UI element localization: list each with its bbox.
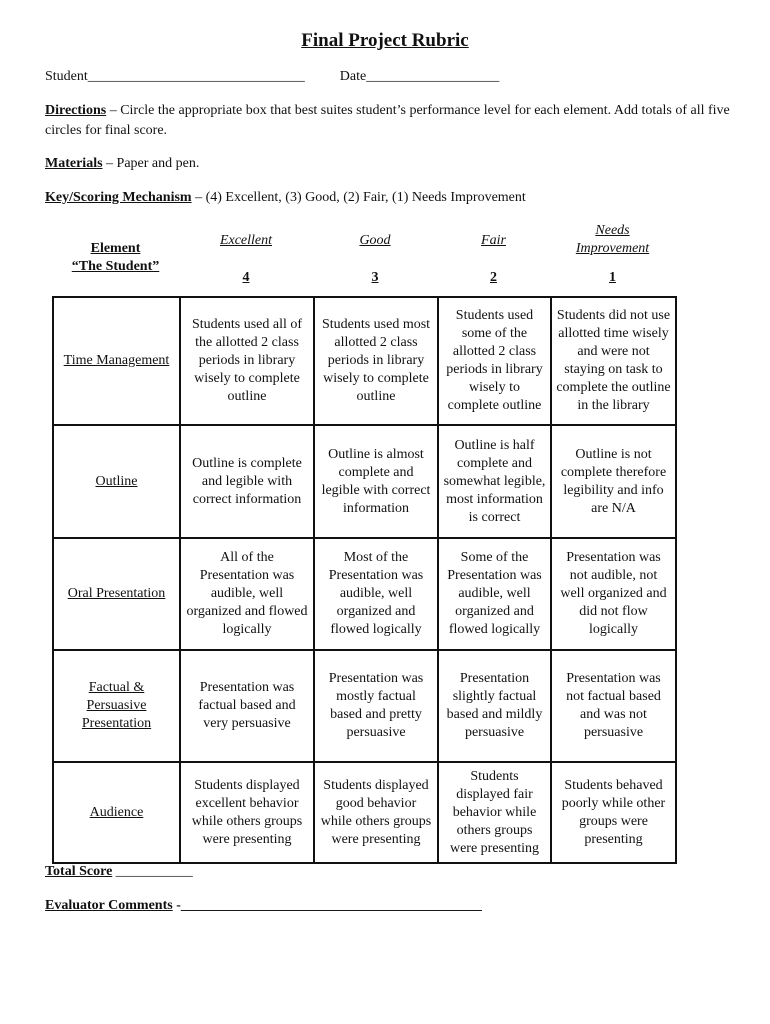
student-field[interactable]: Student_______________________________ [45, 69, 305, 84]
rubric-cell[interactable]: Outline is not complete therefore legibility and info are N/A [551, 425, 676, 538]
rubric-cell[interactable]: Outline is complete and legible with correct information [180, 425, 314, 538]
level-needs-improvement-header [550, 222, 675, 286]
rubric-cell[interactable]: All of the Presentation was audible, well organized and flowed logically [180, 538, 314, 650]
table-row [53, 650, 676, 762]
rubric-cell[interactable]: Presentation was not factual based and was not persuasive [551, 650, 676, 762]
element-header-line1: Element [90, 241, 141, 256]
directions-label: Directions [45, 103, 107, 118]
rubric-cell[interactable]: Students used most allotted 2 class periods in library wisely to complete outline [314, 297, 438, 425]
table-row [53, 425, 676, 538]
level-label: Needs Improvement [575, 223, 650, 256]
table-row [53, 762, 676, 863]
rubric-cell[interactable]: Some of the Presentation was audible, well organized and flowed logically [438, 538, 551, 650]
element-cell: Oral Presentation [53, 538, 180, 650]
rubric-cell[interactable]: Outline is almost complete and legible with correct information [314, 425, 438, 538]
element-header-line2: “The Student” [71, 259, 160, 274]
total-score-field[interactable]: ___________ [112, 864, 193, 879]
rubric-cell[interactable]: Students did not use allotted time wisely and were not staying on task to complete the outline in the library [551, 297, 676, 425]
evaluator-comments-label: Evaluator Comments [45, 898, 173, 913]
total-score-label: Total Score [45, 864, 113, 879]
element-cell: Audience [53, 762, 180, 863]
rubric-cell[interactable]: Students displayed excellent behavior while others groups were presenting [180, 762, 314, 863]
rubric-table [52, 296, 677, 864]
rubric-cell[interactable]: Students behaved poorly while other groups were presenting [551, 762, 676, 863]
rubric-cell[interactable]: Students used some of the allotted 2 class periods in library wisely to complete outline [438, 297, 551, 425]
rubric-cell[interactable]: Outline is half complete and somewhat legible, most information is correct [438, 425, 551, 538]
materials-text: – Paper and pen. [102, 156, 200, 171]
rubric-cell[interactable]: Students displayed good behavior while others groups were presenting [314, 762, 438, 863]
level-fair-header [437, 222, 550, 286]
materials-label: Materials [45, 156, 103, 171]
rubric-cell[interactable]: Students displayed fair behavior while others groups were presenting [438, 762, 551, 863]
directions-paragraph [45, 101, 730, 141]
element-header [52, 240, 179, 276]
level-score: 2 [490, 270, 497, 285]
rubric-cell[interactable]: Presentation was factual based and very persuasive [180, 650, 314, 762]
element-cell: Outline [53, 425, 180, 538]
key-label: Key/Scoring Mechanism [45, 190, 192, 205]
rubric-cell[interactable]: Students used all of the allotted 2 class periods in library wisely to complete outline [180, 297, 314, 425]
level-label: Excellent [219, 233, 273, 248]
level-label: Fair [481, 233, 506, 248]
rubric-cell[interactable]: Presentation was mostly factual based and pretty persuasive [314, 650, 438, 762]
date-field[interactable]: Date___________________ [339, 69, 500, 84]
level-excellent-header [179, 222, 313, 286]
element-cell: Factual & Persuasive Presentation [53, 650, 180, 762]
level-good-header [313, 222, 437, 286]
level-score: 1 [609, 270, 616, 285]
document-title: Final Project Rubric [301, 30, 469, 51]
level-score: 4 [242, 270, 250, 285]
key-paragraph [45, 188, 730, 208]
rubric-cell[interactable]: Presentation slightly factual based and mildly persuasive [438, 650, 551, 762]
directions-text: – Circle the appropriate box that best suites student’s performance level for each element. Add totals of all five circles for final score. [45, 103, 730, 138]
element-cell: Time Management [53, 297, 180, 425]
rubric-header [52, 222, 677, 294]
materials-paragraph [45, 154, 730, 174]
table-row [53, 538, 676, 650]
table-row [53, 297, 676, 425]
level-label: Good [359, 233, 391, 248]
evaluator-comments-field[interactable]: -___________________________________________ [172, 898, 482, 913]
key-text: – (4) Excellent, (3) Good, (2) Fair, (1) Needs Improvement [191, 190, 526, 205]
rubric-cell[interactable]: Presentation was not audible, not well organized and did not flow logically [551, 538, 676, 650]
student-date-line [45, 67, 730, 87]
level-score: 3 [371, 270, 379, 285]
evaluator-comments-line [45, 898, 482, 914]
total-score-line [45, 864, 193, 880]
rubric-cell[interactable]: Most of the Presentation was audible, well organized and flowed logically [314, 538, 438, 650]
